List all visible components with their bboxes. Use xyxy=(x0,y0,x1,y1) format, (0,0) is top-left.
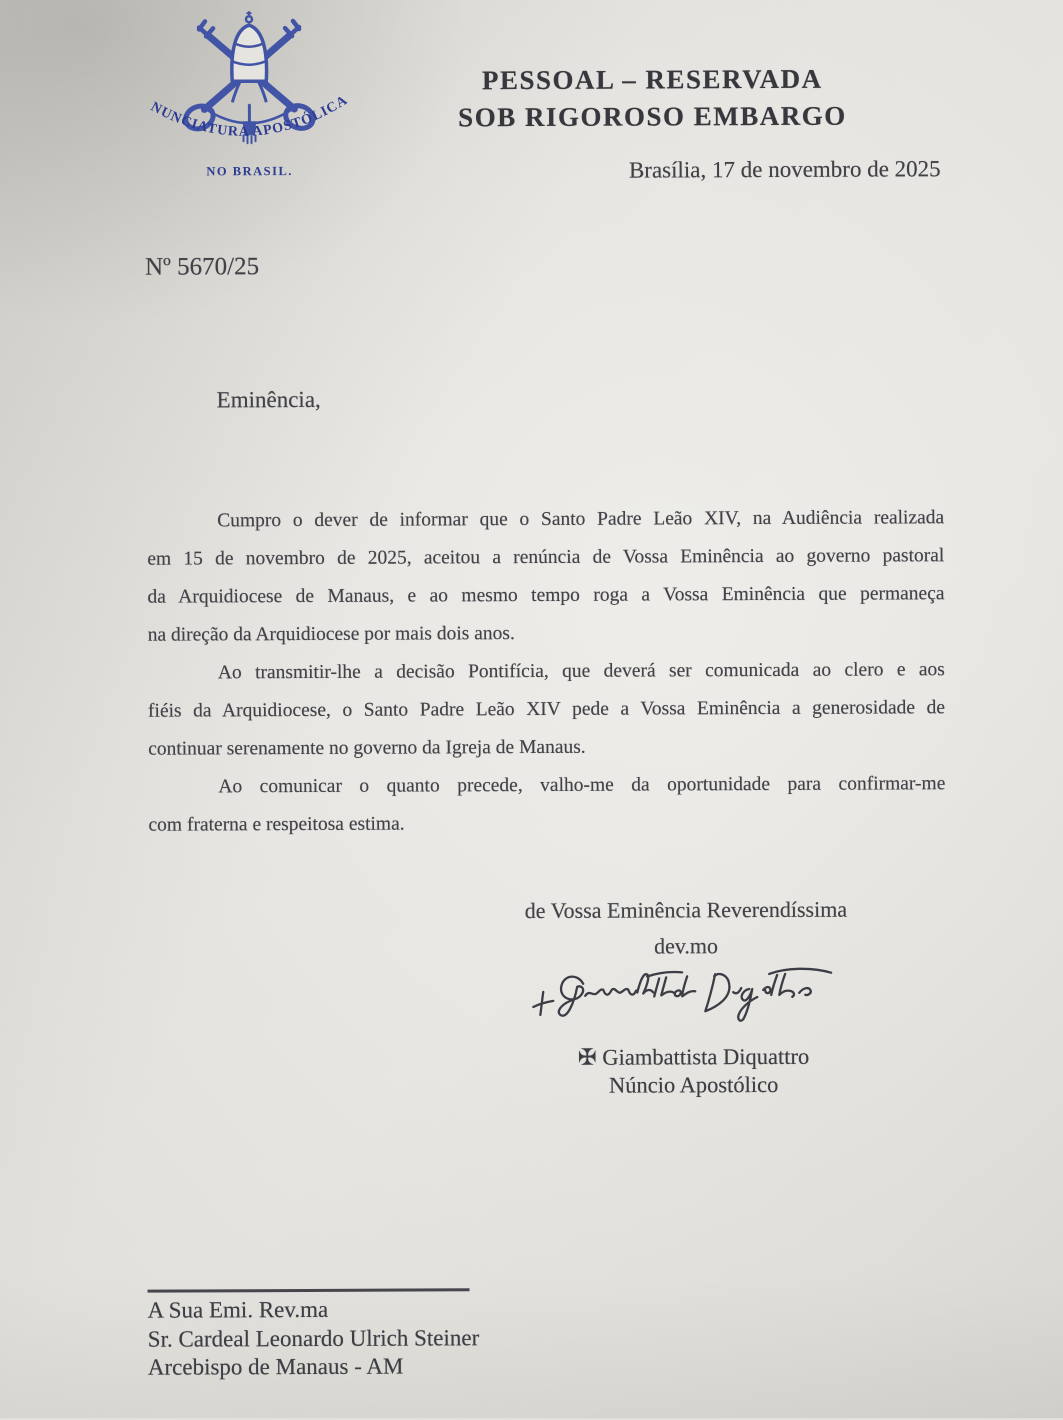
tiara-lappets-icon xyxy=(232,81,266,102)
reference-number: Nº 5670/25 xyxy=(145,253,259,281)
recipient-divider xyxy=(148,1288,470,1292)
recipient-line-3: Arcebispo de Manaus - AM xyxy=(148,1352,480,1382)
body-paragraph-1: Cumpro o dever de informar que o Santo Padre Leão XIV, na Audiência realizada em 15 de novembro de 2025, aceitou a renúncia de Vossa Eminência ao governo pastoral da Arquidiocese de Manaus, e ao mesmo tempo roga a Vossa Eminência que permaneça na direção da Arquidiocese por mais dois anos. xyxy=(147,499,945,654)
handwritten-signature xyxy=(519,959,849,1048)
body-paragraph-3: Ao comunicar o quanto precede, valho-me da oportunidade para confirmar-me com fraterna e respeitosa estima. xyxy=(148,765,945,844)
salutation: Eminência, xyxy=(217,387,321,413)
closing-line-2: dev.mo xyxy=(451,927,921,965)
nunciature-emblem-icon xyxy=(144,9,355,188)
key-bit-icon xyxy=(199,21,213,36)
key-bit-icon xyxy=(285,21,299,36)
recipient-block xyxy=(148,1288,480,1382)
signatory-title: Núncio Apostólico xyxy=(464,1070,924,1100)
signatory-block xyxy=(463,1042,923,1100)
emblem-arc-text: NUNCIATURA APOSTÓLICA xyxy=(148,93,351,141)
dateline: Brasília, 17 de novembro de 2025 xyxy=(629,156,941,183)
emblem-sub-text: NO BRASIL. xyxy=(206,164,293,178)
body-paragraph-2: Ao transmitir-lhe a decisão Pontifícia, que deverá ser comunicada ao clero e aos fiéis da Arquidiocese, o Santo Padre Leão XIV pede a Vossa Eminência a generosidade de continuar serenamente no governo da Igreja de Manaus. xyxy=(148,651,945,768)
classification-line-1: PESSOAL – RESERVADA xyxy=(412,60,892,99)
closing-line-1: de Vossa Eminência Reverendíssima xyxy=(451,891,921,929)
classification-header xyxy=(412,60,892,136)
signatory-name: ✠ Giambattista Diquattro xyxy=(463,1042,923,1072)
classification-line-2: SOB RIGOROSO EMBARGO xyxy=(412,97,892,136)
recipient-line-2: Sr. Cardeal Leonardo Ulrich Steiner xyxy=(148,1324,480,1354)
closing-formula xyxy=(451,891,921,965)
recipient-line-1: A Sua Emi. Rev.ma xyxy=(148,1295,480,1325)
letter-body xyxy=(147,499,945,844)
papal-tiara-icon xyxy=(232,11,267,102)
